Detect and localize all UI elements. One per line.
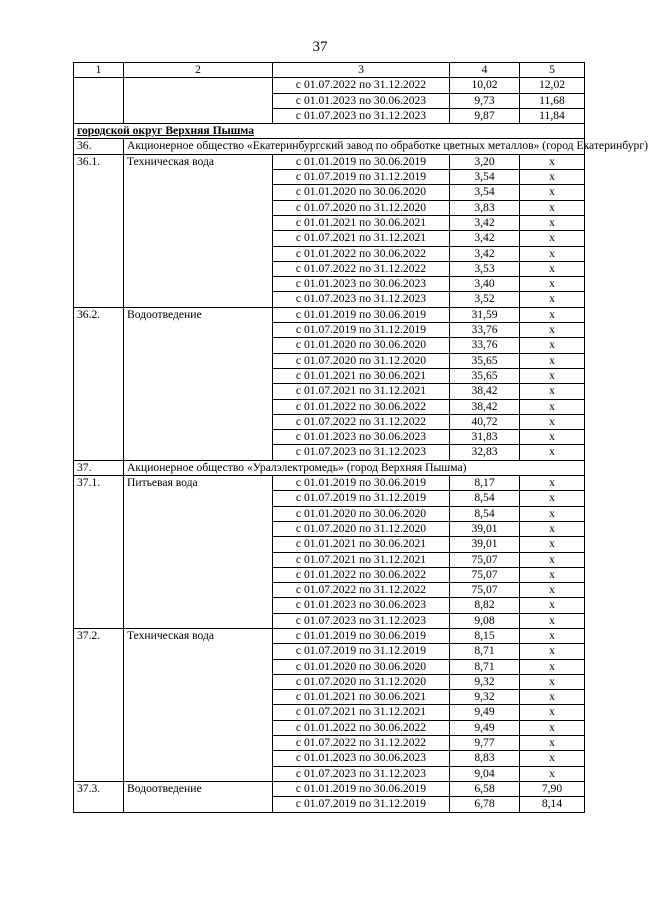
period-cell: с 01.07.2021 по 31.12.2021 <box>273 552 450 567</box>
tariff-value-cell: 3,40 <box>450 277 520 292</box>
period-cell: с 01.07.2019 по 31.12.2019 <box>273 323 450 338</box>
period-cell: с 01.01.2022 по 30.06.2022 <box>273 567 450 582</box>
period-cell: с 01.07.2023 по 31.12.2023 <box>273 108 450 123</box>
period-cell: с 01.07.2019 по 31.12.2019 <box>273 170 450 185</box>
tariff-value-cell: 3,53 <box>450 261 520 276</box>
tariff-value-cell: 9,04 <box>450 766 520 781</box>
table-row <box>74 628 585 643</box>
tariff-value-cell: 3,54 <box>450 170 520 185</box>
tariff-vat-cell: х <box>520 384 585 399</box>
tariff-vat-cell: х <box>520 583 585 598</box>
tariff-value-cell: 39,01 <box>450 521 520 536</box>
tariff-value-cell: 3,42 <box>450 215 520 230</box>
service-name: Водоотведение <box>124 307 273 460</box>
organization-name: Акционерное общество «Уралэлектромедь» (город Верхняя Пышма) <box>124 460 585 475</box>
period-cell: с 01.07.2019 по 31.12.2019 <box>273 797 450 812</box>
column-number-row <box>74 63 585 78</box>
tariff-value-cell: 33,76 <box>450 323 520 338</box>
tariff-vat-cell: х <box>520 170 585 185</box>
period-cell: с 01.01.2023 по 30.06.2023 <box>273 430 450 445</box>
period-cell: с 01.01.2019 по 30.06.2019 <box>273 307 450 322</box>
period-cell: с 01.01.2022 по 30.06.2022 <box>273 399 450 414</box>
tariff-value-cell: 9,32 <box>450 690 520 705</box>
period-cell: с 01.07.2021 по 31.12.2021 <box>273 384 450 399</box>
tariff-vat-cell: 8,14 <box>520 797 585 812</box>
tariff-vat-cell: 11,68 <box>520 93 585 108</box>
tariff-value-cell: 3,42 <box>450 231 520 246</box>
tariff-vat-cell: х <box>520 690 585 705</box>
tariff-vat-cell: х <box>520 521 585 536</box>
period-cell: с 01.07.2022 по 31.12.2022 <box>273 414 450 429</box>
tariff-vat-cell: х <box>520 246 585 261</box>
table-row <box>74 307 585 322</box>
tariff-vat-cell: х <box>520 476 585 491</box>
period-cell: с 01.07.2019 по 31.12.2019 <box>273 644 450 659</box>
organization-number: 37. <box>74 460 124 475</box>
period-cell: с 01.01.2019 по 30.06.2019 <box>273 476 450 491</box>
service-name: Техническая вода <box>124 154 273 307</box>
tariff-value-cell: 75,07 <box>450 552 520 567</box>
tariff-value-cell: 6,78 <box>450 797 520 812</box>
period-cell: с 01.01.2023 по 30.06.2023 <box>273 598 450 613</box>
period-cell: с 01.01.2021 по 30.06.2021 <box>273 537 450 552</box>
column-number: 1 <box>74 63 124 78</box>
tariff-vat-cell: х <box>520 399 585 414</box>
tariff-vat-cell: х <box>520 491 585 506</box>
service-name: Техническая вода <box>124 628 273 781</box>
tariff-vat-cell: х <box>520 338 585 353</box>
period-cell: с 01.07.2023 по 31.12.2023 <box>273 766 450 781</box>
tariff-vat-cell: х <box>520 705 585 720</box>
tariff-vat-cell: х <box>520 215 585 230</box>
page-number: 37 <box>312 39 328 55</box>
period-cell: с 01.01.2020 по 30.06.2020 <box>273 185 450 200</box>
service-number: 37.3. <box>74 781 124 812</box>
service-name-cell <box>124 78 273 124</box>
period-cell: с 01.01.2019 по 30.06.2019 <box>273 628 450 643</box>
tariff-value-cell: 39,01 <box>450 537 520 552</box>
tariff-value-cell: 31,59 <box>450 307 520 322</box>
period-cell: с 01.01.2023 по 30.06.2023 <box>273 751 450 766</box>
period-cell: с 01.07.2022 по 31.12.2022 <box>273 78 450 93</box>
tariff-table-body <box>74 63 648 813</box>
tariff-value-cell: 31,83 <box>450 430 520 445</box>
tariff-vat-cell: 7,90 <box>520 781 585 796</box>
tariff-vat-cell: х <box>520 323 585 338</box>
period-cell: с 01.07.2022 по 31.12.2022 <box>273 261 450 276</box>
tariff-vat-cell: х <box>520 154 585 169</box>
tariff-vat-cell: х <box>520 307 585 322</box>
tariff-value-cell: 6,58 <box>450 781 520 796</box>
tariff-value-cell: 8,71 <box>450 659 520 674</box>
tariff-vat-cell: х <box>520 644 585 659</box>
tariff-vat-cell: х <box>520 613 585 628</box>
period-cell: с 01.07.2020 по 31.12.2020 <box>273 200 450 215</box>
tariff-value-cell: 8,71 <box>450 644 520 659</box>
section-row <box>74 124 585 139</box>
service-number: 36.1. <box>74 154 124 307</box>
tariff-vat-cell: х <box>520 430 585 445</box>
period-cell: с 01.07.2020 по 31.12.2020 <box>273 353 450 368</box>
tariff-value-cell: 8,54 <box>450 506 520 521</box>
column-number: 3 <box>273 63 450 78</box>
tariff-value-cell: 9,49 <box>450 720 520 735</box>
tariff-value-cell: 8,15 <box>450 628 520 643</box>
tariff-value-cell: 38,42 <box>450 384 520 399</box>
tariff-value-cell: 9,49 <box>450 705 520 720</box>
tariff-vat-cell: х <box>520 414 585 429</box>
tariff-vat-cell: х <box>520 537 585 552</box>
tariff-value-cell: 3,54 <box>450 185 520 200</box>
tariff-vat-cell: х <box>520 368 585 383</box>
period-cell: с 01.07.2020 по 31.12.2020 <box>273 521 450 536</box>
tariff-vat-cell: 11,84 <box>520 108 585 123</box>
period-cell: с 01.01.2020 по 30.06.2020 <box>273 659 450 674</box>
tariff-vat-cell: х <box>520 674 585 689</box>
tariff-value-cell: 40,72 <box>450 414 520 429</box>
service-name: Питьевая вода <box>124 476 273 629</box>
period-cell: с 01.01.2023 по 30.06.2023 <box>273 277 450 292</box>
table-row <box>74 154 585 169</box>
tariff-value-cell: 3,52 <box>450 292 520 307</box>
tariff-value-cell: 9,08 <box>450 613 520 628</box>
column-number: 2 <box>124 63 273 78</box>
tariff-value-cell: 9,77 <box>450 736 520 751</box>
tariff-value-cell: 38,42 <box>450 399 520 414</box>
tariff-value-cell: 8,54 <box>450 491 520 506</box>
column-number: 4 <box>450 63 520 78</box>
tariff-value-cell: 3,83 <box>450 200 520 215</box>
period-cell: с 01.07.2023 по 31.12.2023 <box>273 292 450 307</box>
tariff-vat-cell: х <box>520 567 585 582</box>
tariff-vat-cell: х <box>520 720 585 735</box>
tariff-vat-cell: х <box>520 200 585 215</box>
period-cell: с 01.01.2021 по 30.06.2021 <box>273 690 450 705</box>
section-title: городской округ Верхняя Пышма <box>74 124 585 139</box>
tariff-value-cell: 75,07 <box>450 567 520 582</box>
tariff-vat-cell: х <box>520 185 585 200</box>
organization-row <box>74 460 585 475</box>
period-cell: с 01.07.2023 по 31.12.2023 <box>273 445 450 460</box>
period-cell: с 01.07.2022 по 31.12.2022 <box>273 736 450 751</box>
organization-name: Акционерное общество «Екатеринбургский завод по обработке цветных металлов» (город Екатеринбург) <box>124 139 585 154</box>
tariff-vat-cell: 12,02 <box>520 78 585 93</box>
period-cell: с 01.07.2022 по 31.12.2022 <box>273 583 450 598</box>
tariff-value-cell: 8,83 <box>450 751 520 766</box>
table-row <box>74 781 585 796</box>
tariff-vat-cell: х <box>520 231 585 246</box>
table-row <box>74 78 585 93</box>
period-cell: с 01.01.2020 по 30.06.2020 <box>273 506 450 521</box>
tariff-vat-cell: х <box>520 751 585 766</box>
tariff-value-cell: 10,02 <box>450 78 520 93</box>
tariff-vat-cell: х <box>520 292 585 307</box>
period-cell: с 01.01.2020 по 30.06.2020 <box>273 338 450 353</box>
tariff-vat-cell: х <box>520 353 585 368</box>
tariff-vat-cell: х <box>520 552 585 567</box>
period-cell: с 01.01.2022 по 30.06.2022 <box>273 720 450 735</box>
tariff-value-cell: 8,82 <box>450 598 520 613</box>
period-cell: с 01.07.2021 по 31.12.2021 <box>273 705 450 720</box>
tariff-value-cell: 32,83 <box>450 445 520 460</box>
tariff-vat-cell: х <box>520 445 585 460</box>
period-cell: с 01.07.2020 по 31.12.2020 <box>273 674 450 689</box>
tariff-value-cell: 33,76 <box>450 338 520 353</box>
tariff-value-cell: 3,20 <box>450 154 520 169</box>
tariff-value-cell: 8,17 <box>450 476 520 491</box>
service-number: 37.1. <box>74 476 124 629</box>
tariff-vat-cell: х <box>520 659 585 674</box>
tariff-value-cell: 9,32 <box>450 674 520 689</box>
period-cell: с 01.07.2023 по 31.12.2023 <box>273 613 450 628</box>
period-cell: с 01.01.2019 по 30.06.2019 <box>273 154 450 169</box>
service-number: 36.2. <box>74 307 124 460</box>
period-cell: с 01.01.2019 по 30.06.2019 <box>273 781 450 796</box>
table-row <box>74 476 585 491</box>
service-number: 37.2. <box>74 628 124 781</box>
tariff-vat-cell: х <box>520 261 585 276</box>
period-cell: с 01.01.2023 по 30.06.2023 <box>273 93 450 108</box>
tariff-value-cell: 75,07 <box>450 583 520 598</box>
organization-number: 36. <box>74 139 124 154</box>
column-number: 5 <box>520 63 585 78</box>
tariff-value-cell: 3,42 <box>450 246 520 261</box>
item-number-cell <box>74 78 124 124</box>
tariff-value-cell: 35,65 <box>450 368 520 383</box>
period-cell: с 01.07.2019 по 31.12.2019 <box>273 491 450 506</box>
tariff-vat-cell: х <box>520 277 585 292</box>
period-cell: с 01.01.2022 по 30.06.2022 <box>273 246 450 261</box>
organization-row <box>74 139 585 154</box>
tariff-value-cell: 9,87 <box>450 108 520 123</box>
period-cell: с 01.01.2021 по 30.06.2021 <box>273 215 450 230</box>
tariff-vat-cell: х <box>520 628 585 643</box>
tariff-value-cell: 35,65 <box>450 353 520 368</box>
service-name: Водоотведение <box>124 781 273 812</box>
tariff-vat-cell: х <box>520 598 585 613</box>
tariff-value-cell: 9,73 <box>450 93 520 108</box>
period-cell: с 01.07.2021 по 31.12.2021 <box>273 231 450 246</box>
tariff-table <box>73 62 648 813</box>
period-cell: с 01.01.2021 по 30.06.2021 <box>273 368 450 383</box>
tariff-vat-cell: х <box>520 766 585 781</box>
tariff-vat-cell: х <box>520 506 585 521</box>
tariff-vat-cell: х <box>520 736 585 751</box>
